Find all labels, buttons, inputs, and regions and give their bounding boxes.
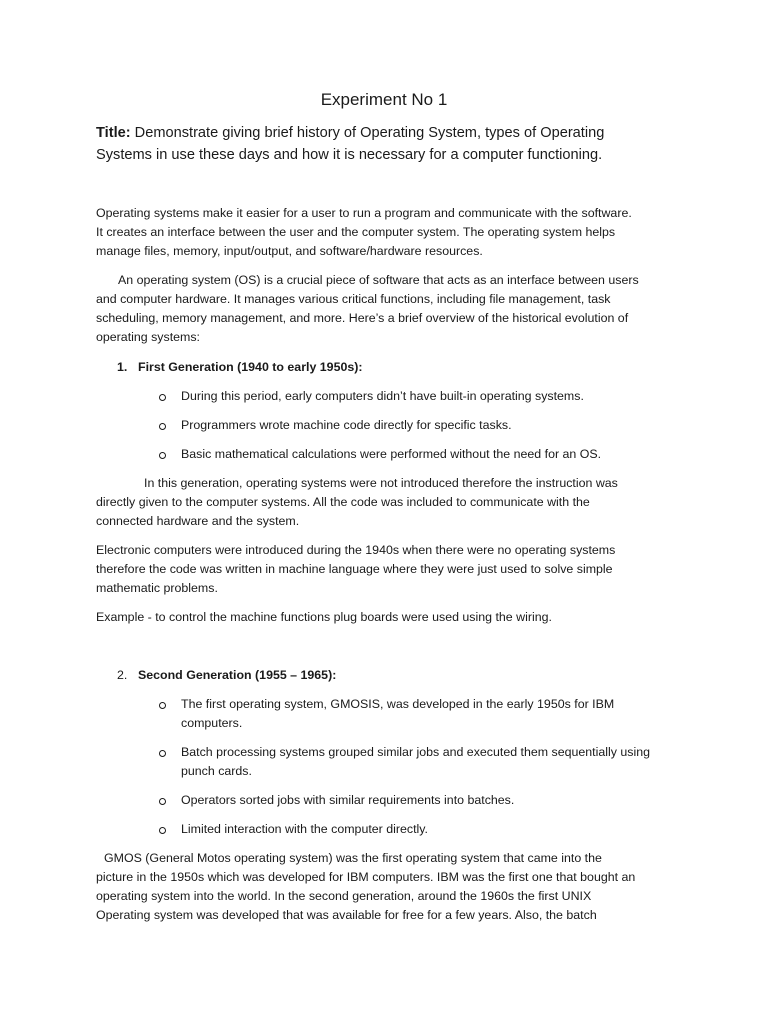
title-label: Title: — [96, 125, 131, 141]
overview-line: An operating system (OS) is a crucial piece of software that acts as an interface between users — [118, 273, 639, 287]
hollow-bullet-icon — [158, 393, 167, 402]
bullet-item: Programmers wrote machine code directly for specific tasks. — [181, 418, 512, 432]
title-block — [96, 122, 656, 166]
hollow-bullet-icon — [158, 701, 167, 710]
bullet-item: The first operating system, GMOSIS, was developed in the early 1950s for IBM — [181, 697, 615, 711]
overview-line: operating systems: — [96, 330, 200, 344]
paragraph-line: In this generation, operating systems were not introduced therefore the instruction was — [144, 476, 618, 490]
section-heading: First Generation (1940 to early 1950s): — [138, 360, 363, 374]
hollow-bullet-icon — [158, 422, 167, 431]
bullet-item-continued: punch cards. — [181, 764, 252, 778]
section-number: 2. — [117, 668, 128, 682]
bullet-item: Basic mathematical calculations were performed without the need for an OS. — [181, 447, 602, 461]
section-heading: Second Generation (1955 – 1965): — [138, 668, 337, 682]
paragraph-line: directly given to the computer systems. All the code was included to communicate with the — [96, 495, 590, 509]
bullet-item-continued: computers. — [181, 716, 243, 730]
paragraph-line: GMOS (General Motos operating system) was the first operating system that came into the — [104, 851, 602, 865]
intro-line: Operating systems make it easier for a user to run a program and communicate with the software. — [96, 206, 632, 220]
hollow-bullet-icon — [158, 826, 167, 835]
example-line: Example - to control the machine functions plug boards were used using the wiring. — [96, 610, 552, 624]
overview-line: and computer hardware. It manages various critical functions, including file management, task — [96, 292, 611, 306]
title-text: Demonstrate giving brief history of Operating System, types of Operating Systems in use these days and how it is necessary for a computer functioning. — [96, 125, 605, 163]
intro-line: manage files, memory, input/output, and software/hardware resources. — [96, 244, 483, 258]
paragraph-line: therefore the code was written in machine language where they were just used to solve simple — [96, 562, 613, 576]
hollow-bullet-icon — [158, 451, 167, 460]
bullet-item: During this period, early computers didn’t have built-in operating systems. — [181, 389, 584, 403]
page-heading: Experiment No 1 — [320, 90, 448, 109]
bullet-item: Batch processing systems grouped similar jobs and executed them sequentially using — [181, 745, 651, 759]
paragraph-line: operating system into the world. In the second generation, around the 1960s the first UNIX — [96, 889, 592, 903]
paragraph-line: picture in the 1950s which was developed for IBM computers. IBM was the first one that bought an — [96, 870, 636, 884]
bullet-item: Operators sorted jobs with similar requirements into batches. — [181, 793, 515, 807]
paragraph-line: mathematic problems. — [96, 581, 218, 595]
section-number: 1. — [117, 360, 128, 374]
hollow-bullet-icon — [158, 749, 167, 758]
paragraph-line: connected hardware and the system. — [96, 514, 300, 528]
bullet-item: Limited interaction with the computer directly. — [181, 822, 429, 836]
paragraph-line: Operating system was developed that was available for free for a few years. Also, the batch — [96, 908, 597, 922]
intro-line: It creates an interface between the user and the computer system. The operating system helps — [96, 225, 616, 239]
paragraph-line: Electronic computers were introduced during the 1940s when there were no operating systems — [96, 543, 616, 557]
overview-line: scheduling, memory management, and more. Here’s a brief overview of the historical evolution of — [96, 311, 629, 325]
hollow-bullet-icon — [158, 797, 167, 806]
